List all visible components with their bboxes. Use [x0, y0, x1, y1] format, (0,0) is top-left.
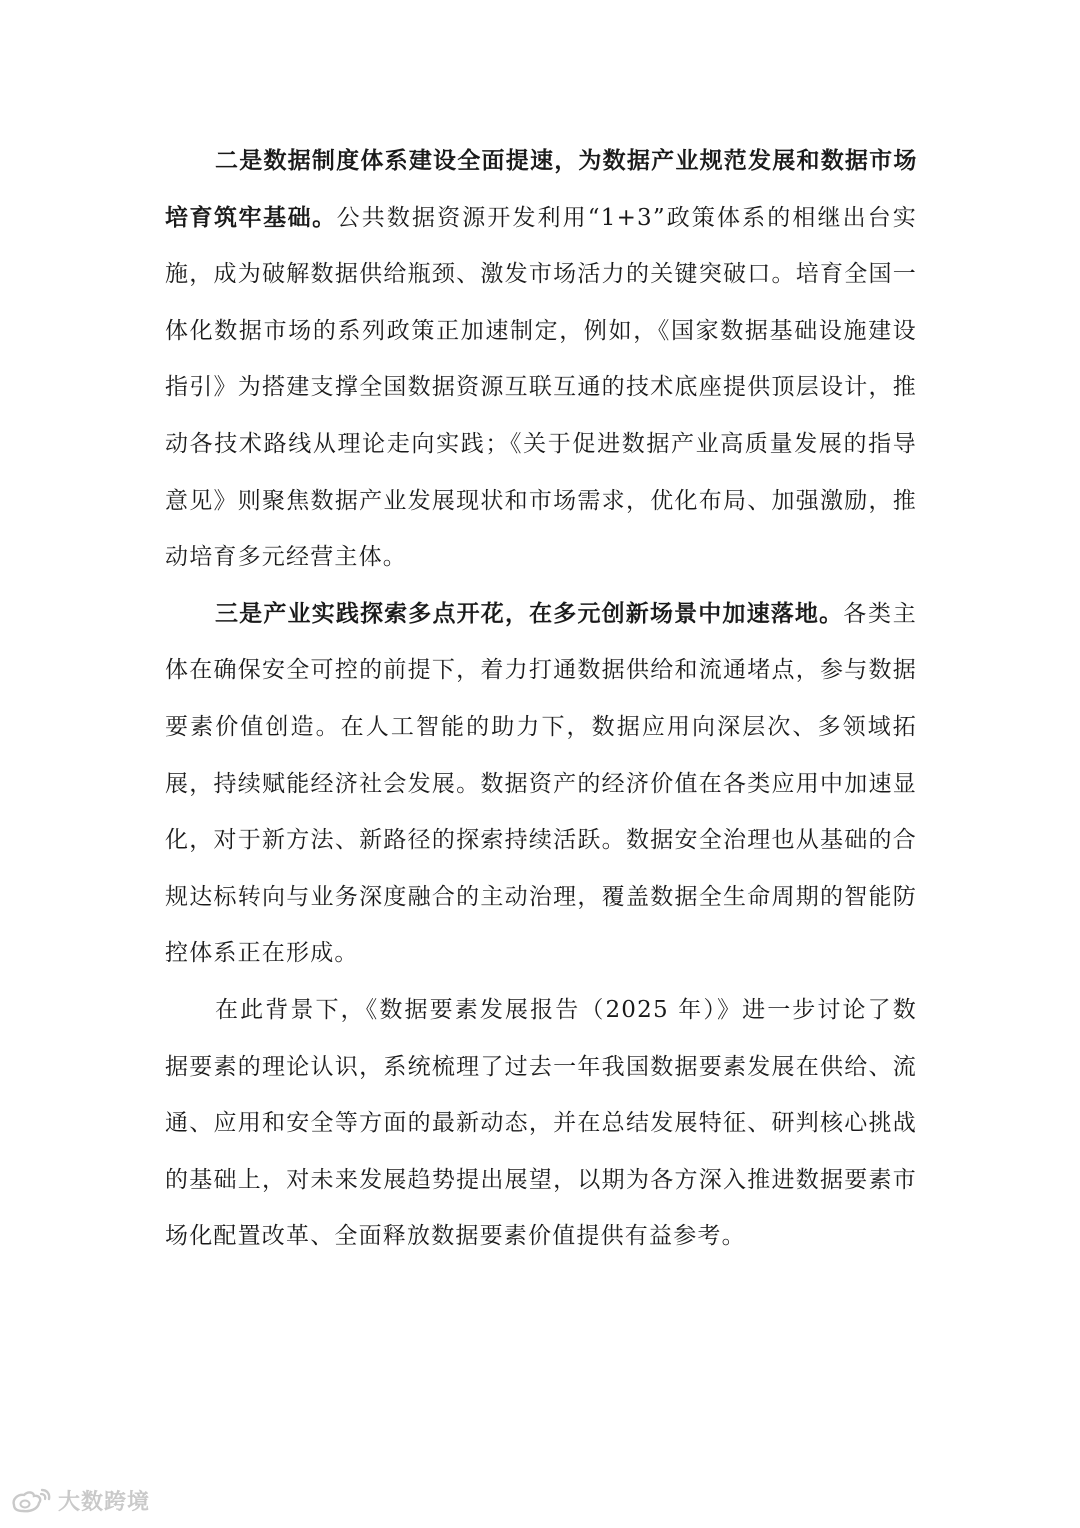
paragraph-industry-practice: [165, 586, 917, 982]
document-body: [165, 133, 917, 1265]
weibo-logo-icon: [8, 1485, 54, 1515]
paragraph-data-institution: [165, 133, 917, 586]
paragraph-text: 公共数据资源开发利用“1+3”政策体系的相继出台实施，成为破解数据供给瓶颈、激发市场活力的关键突破口。培育全国一体化数据市场的系列政策正加速制定，例如，《国家数据基础设施建设指引》为搭建支撑全国数据资源互联互通的技术底座提供顶层设计，推动各技术路线从理论走向实践；《关于促进数据产业高质量发展的指导意见》则聚焦数据产业发展现状和市场需求，优化布局、加强激励，推动培育多元经营主体。: [165, 204, 918, 571]
watermark-text: 大数跨境: [58, 1489, 151, 1515]
paragraph-lead: 三是产业实践探索多点开花，在多元创新场景中加速落地。: [215, 600, 844, 627]
paragraph-text: 在此背景下，《数据要素发展报告（2025 年）》进一步讨论了数据要素的理论认识，系统梳理了过去一年我国数据要素发展在供给、流通、应用和安全等方面的最新动态，并在总结发展特征、研判核心挑战的基础上，对未来发展趋势提出展望，以期为各方深入推进数据要素市场化配置改革、全面释放数据要素价值提供有益参考。: [165, 996, 917, 1250]
paragraph-lead: 二是数据制度体系建设全面提速，为数据产业规范发展和数据市场培育筑牢基础。: [165, 148, 917, 231]
watermark: [8, 1480, 150, 1520]
paragraph-background: [165, 982, 917, 1265]
paragraph-text: 各类主体在确保安全可控的前提下，着力打通数据供给和流通堵点，参与数据要素价值创造。在人工智能的助力下，数据应用向深层次、多领域拓展，持续赋能经济社会发展。数据资产的经济价值在各类应用中加速显化，对于新方法、新路径的探索持续活跃。数据安全治理也从基础的合规达标转向与业务深度融合的主动治理，覆盖数据全生命周期的智能防控体系正在形成。: [165, 600, 917, 967]
